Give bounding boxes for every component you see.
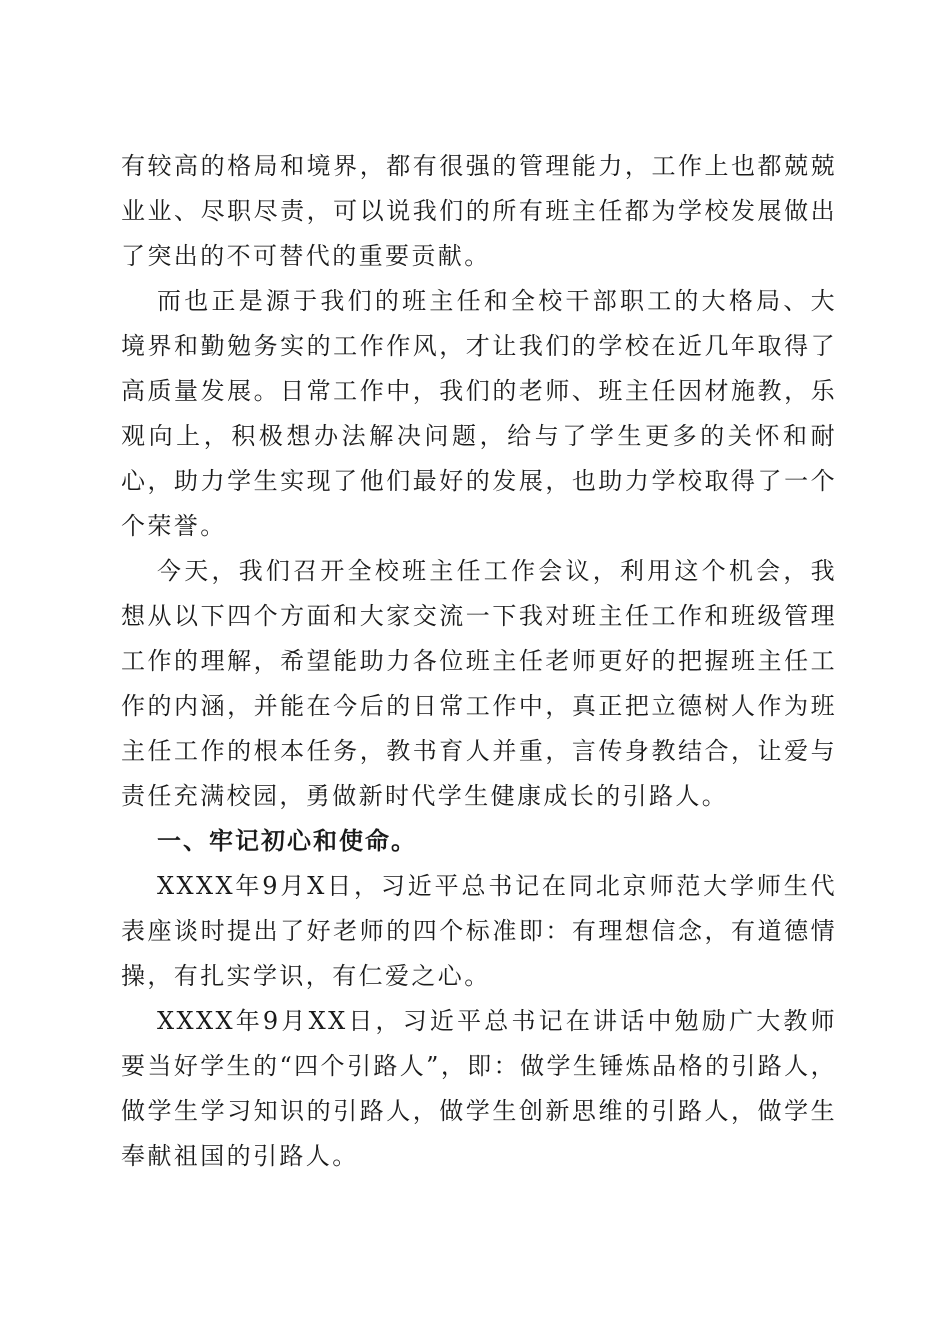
paragraph-continued: 有较高的格局和境界，都有很强的管理能力，工作上也都兢兢业业、尽职尽责，可以说我们的所有班主任都为学校发展做出了突出的不可替代的重要贡献。 xyxy=(121,152,837,270)
paragraph-meeting-intro: 今天，我们召开全校班主任工作会议，利用这个机会，我想从以下四个方面和大家交流一下我对班主任工作和班级管理工作的理解，希望能助力各位班主任老师更好的把握班主任工作的内涵，并能在今后的日常工作中，真正把立德树人作为班主任工作的根本任务，教书育人并重，言传身教结合，让爱与责任充满校园，勇做新时代学生健康成长的引路人。 xyxy=(121,557,837,810)
document-body xyxy=(121,144,837,1179)
paragraph-four-guides: XXXX年9月XX日，习近平总书记在讲话中勉励广大教师要当好学生的“四个引路人”，即：做学生锤炼品格的引路人，做学生学习知识的引路人，做学生创新思维的引路人，做学生奉献祖国的引路人。 xyxy=(121,1007,837,1170)
paragraph-four-standards: XXXX年9月X日，习近平总书记在同北京师范大学师生代表座谈时提出了好老师的四个标准即：有理想信念，有道德情操，有扎实学识，有仁爱之心。 xyxy=(121,872,837,990)
paragraph-work-style: 而也正是源于我们的班主任和全校干部职工的大格局、大境界和勤勉务实的工作作风，才让我们的学校在近几年取得了高质量发展。日常工作中，我们的老师、班主任因材施教，乐观向上，积极想办法解决问题，给与了学生更多的关怀和耐心，助力学生实现了他们最好的发展，也助力学校取得了一个个荣誉。 xyxy=(121,287,837,540)
section-heading: 一、牢记初心和使命。 xyxy=(157,827,417,855)
